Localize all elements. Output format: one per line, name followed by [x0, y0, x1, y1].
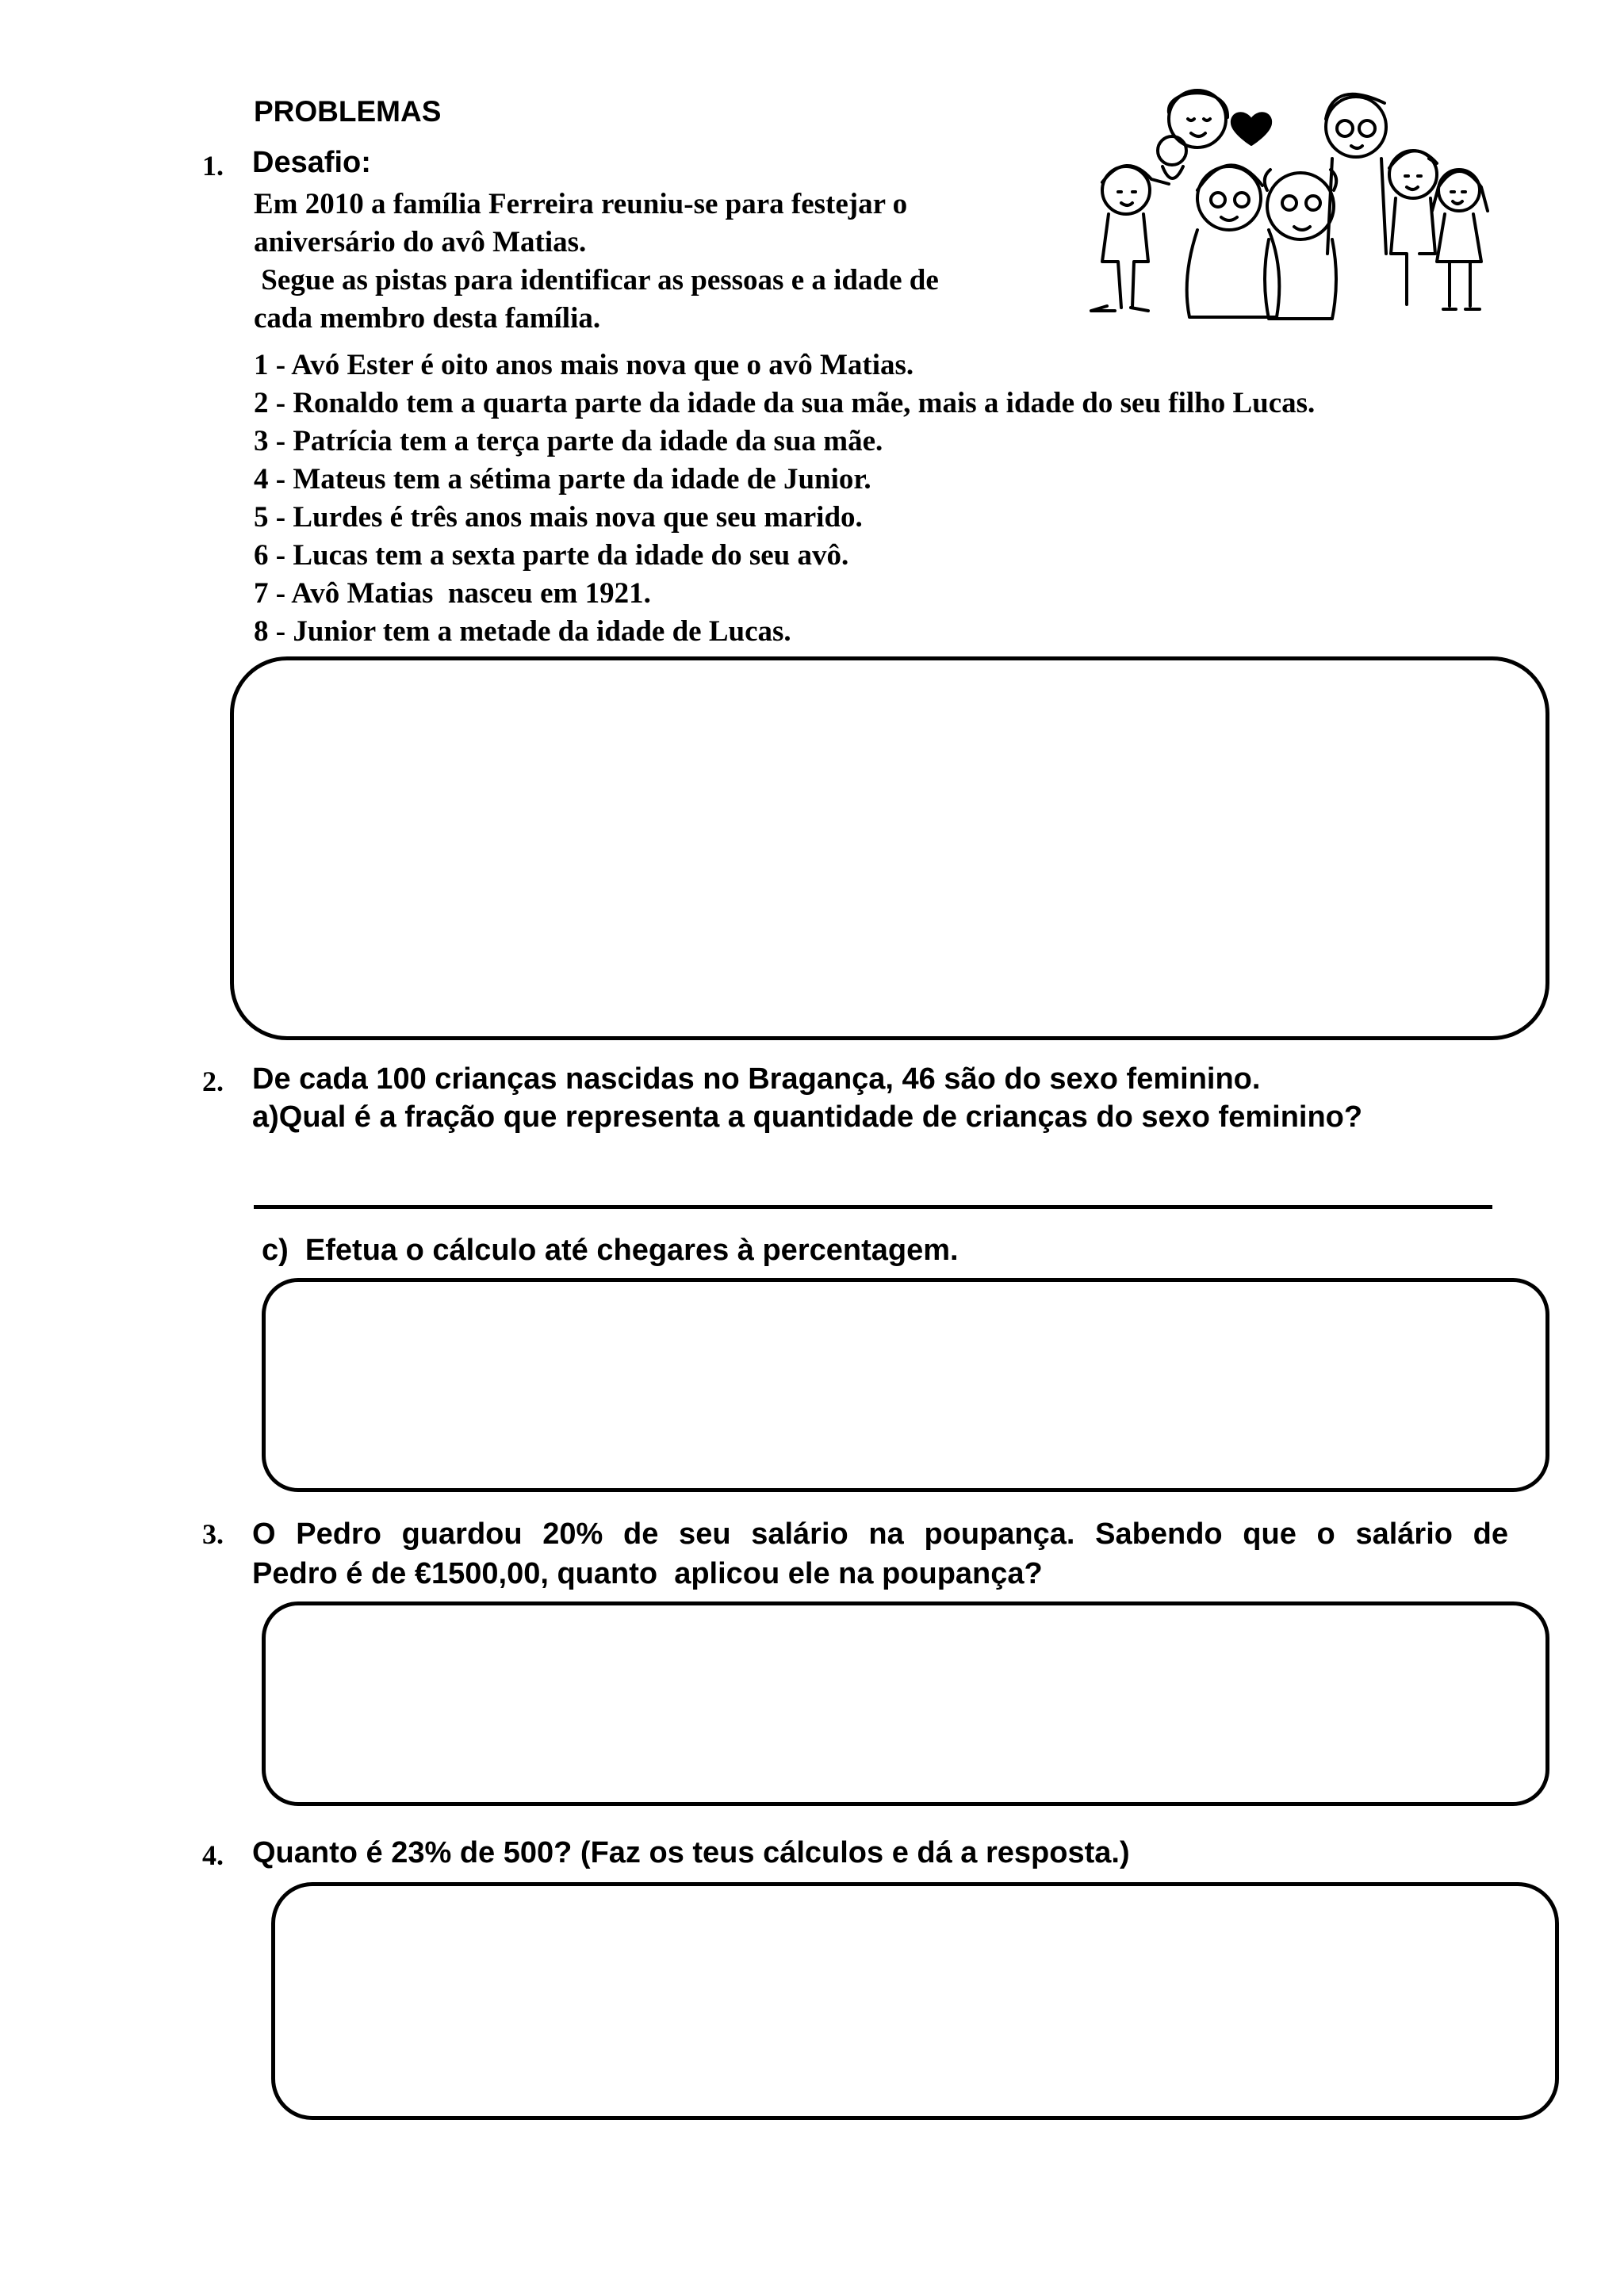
- clue-item: 4 - Mateus tem a sétima parte da idade de Junior.: [254, 463, 871, 496]
- q4-text: Quanto é 23% de 500? (Faz os teus cálculos e dá a resposta.): [252, 1836, 1130, 1869]
- q2-answer-line[interactable]: [254, 1205, 1492, 1209]
- q2-part-c: c) Efetua o cálculo até chegares à percentagem.: [262, 1234, 959, 1267]
- clue-item: 8 - Junior tem a metade da idade de Lucas.: [254, 615, 791, 648]
- clue-item: 7 - Avô Matias nasceu em 1921.: [254, 577, 651, 610]
- q2-text: De cada 100 crianças nascidas no Bragança, 46 são do sexo feminino.: [252, 1062, 1261, 1096]
- q4-answer-box[interactable]: [271, 1882, 1559, 2120]
- page-title: PROBLEMAS: [254, 95, 442, 128]
- q1-heading: Desafio:: [252, 146, 371, 179]
- q1-intro-line: cada membro desta família.: [254, 302, 601, 335]
- clue-item: 3 - Patrícia tem a terça parte da idade da sua mãe.: [254, 425, 883, 457]
- q1-intro-line: Segue as pistas para identificar as pessoas e a idade de: [254, 264, 939, 297]
- q3-text: [252, 1514, 1508, 1594]
- q3-number: 3.: [202, 1518, 224, 1550]
- q2-number: 2.: [202, 1066, 224, 1097]
- q3-answer-box[interactable]: [262, 1601, 1549, 1806]
- q1-clue-list: [254, 346, 1315, 651]
- q1-intro-line: aniversário do avô Matias.: [254, 226, 587, 258]
- q1-intro-line: Em 2010 a família Ferreira reuniu-se para festejar o: [254, 188, 908, 220]
- clue-item: 6 - Lucas tem a sexta parte da idade do seu avô.: [254, 539, 849, 572]
- clue-item: 1 - Avó Ester é oito anos mais nova que o avô Matias.: [254, 349, 914, 381]
- q3-line: O Pedro guardou 20% de seu salário na poupança. Sabendo que o salário de: [252, 1517, 1508, 1551]
- q2-answer-box[interactable]: [262, 1278, 1549, 1492]
- clue-item: 2 - Ronaldo tem a quarta parte da idade da sua mãe, mais a idade do seu filho Lucas.: [254, 387, 1316, 419]
- q2-part-a: a)Qual é a fração que representa a quantidade de crianças do sexo feminino?: [252, 1100, 1363, 1134]
- q3-line: Pedro é de €1500,00, quanto aplicou ele na poupança?: [252, 1557, 1043, 1590]
- q4-number: 4.: [202, 1839, 224, 1871]
- q1-answer-box[interactable]: [230, 656, 1549, 1040]
- family-illustration: [1086, 71, 1507, 325]
- q1-number: 1.: [202, 150, 224, 182]
- clue-item: 5 - Lurdes é três anos mais nova que seu marido.: [254, 501, 863, 534]
- q1-intro: [254, 186, 939, 338]
- heart-icon: [1232, 113, 1270, 144]
